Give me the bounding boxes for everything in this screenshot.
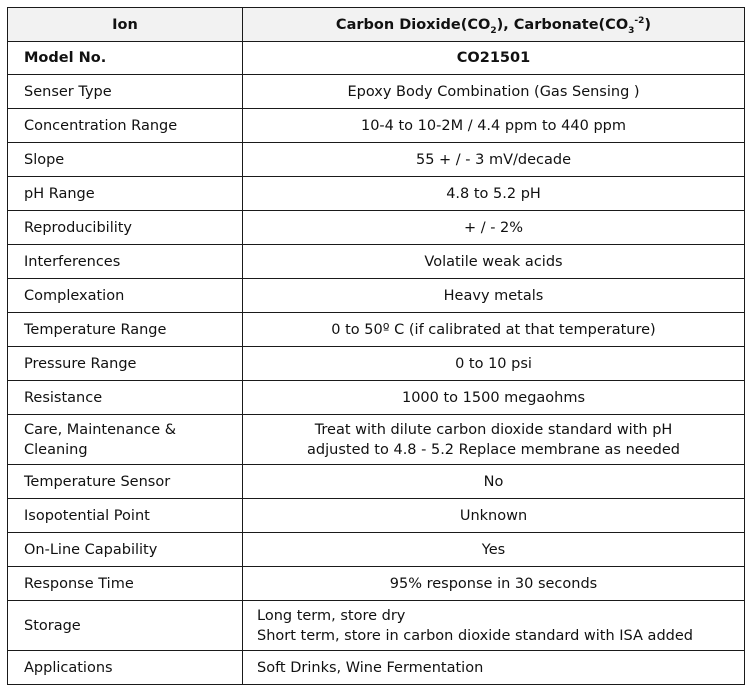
table-row [8,313,745,347]
row-value: 1000 to 1500 megaohms [243,381,745,415]
row-label: pH Range [8,177,243,211]
row-value: Unknown [243,499,745,533]
row-value: Soft Drinks, Wine Fermentation [243,651,745,685]
row-value [243,415,745,465]
model-value: CO21501 [243,42,745,75]
row-label: Pressure Range [8,347,243,381]
row-label: Senser Type [8,75,243,109]
row-value: Heavy metals [243,279,745,313]
row-label: Care, Maintenance & Cleaning [8,415,243,465]
ion-label: Ion [8,8,243,42]
row-label: Isopotential Point [8,499,243,533]
ion-value: Carbon $Dioxide(CO_2)$, $Carbonate(CO_3^{-2})$ [243,8,745,42]
table-row [8,143,745,177]
row-value: 0 to 50º C (if calibrated at that temperature) [243,313,745,347]
table-row [8,601,745,651]
row-value: 4.8 to 5.2 pH [243,177,745,211]
row-value: Yes [243,533,745,567]
row-label: Interferences [8,245,243,279]
row-label: Slope [8,143,243,177]
table-row [8,279,745,313]
row-value-line: Long term, store dry [257,607,406,624]
row-label: Applications [8,651,243,685]
table-row [8,347,745,381]
row-value: No [243,465,745,499]
table-row [8,533,745,567]
table-row [8,109,745,143]
row-label: Complexation [8,279,243,313]
row-label: Temperature Sensor [8,465,243,499]
model-label: Model No. [8,42,243,75]
row-value: Volatile weak acids [243,245,745,279]
row-label: Reproducibility [8,211,243,245]
row-label: Concentration Range [8,109,243,143]
row-label: Storage [8,601,243,651]
table-row [8,465,745,499]
table-row [8,75,745,109]
row-value-line: adjusted to 4.8 - 5.2 Replace membrane as needed [307,441,680,458]
table-row [8,415,745,465]
row-value: Epoxy Body Combination (Gas Sensing ) [243,75,745,109]
table-row [8,651,745,685]
row-value: 55 + / - 3 mV/decade [243,143,745,177]
row-label: On-Line Capability [8,533,243,567]
row-value: 95% response in 30 seconds [243,567,745,601]
table-row [8,245,745,279]
row-value: 10-4 to 10-2M / 4.4 ppm to 440 ppm [243,109,745,143]
row-label: Temperature Range [8,313,243,347]
table-row [8,381,745,415]
row-value: 0 to 10 psi [243,347,745,381]
row-label: Resistance [8,381,243,415]
row-value: + / - 2% [243,211,745,245]
row-value-line: Short term, store in carbon dioxide standard with ISA added [257,627,693,644]
header-row [8,8,745,42]
table-row [8,499,745,533]
model-row [8,42,745,75]
spec-table [7,7,745,685]
row-label: Response Time [8,567,243,601]
table-row [8,177,745,211]
row-value-line: Treat with dilute carbon dioxide standard with pH [314,421,673,438]
table-row [8,211,745,245]
table-row [8,567,745,601]
row-value [243,601,745,651]
